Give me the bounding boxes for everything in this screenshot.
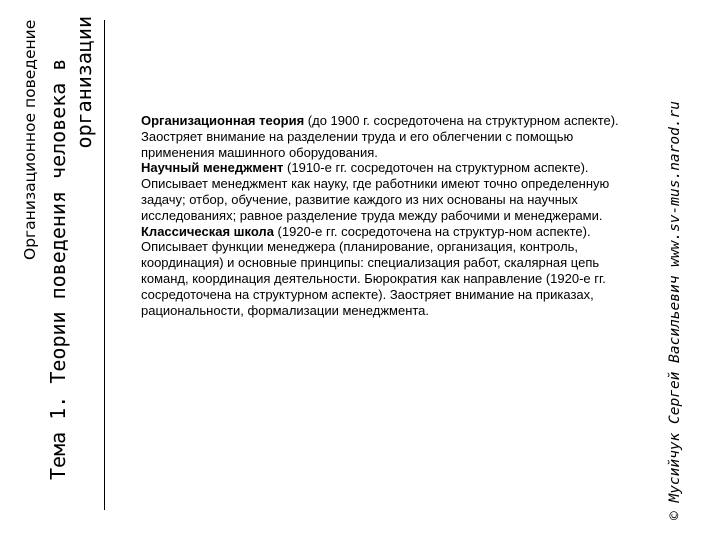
content-body <box>141 113 641 318</box>
paragraph-classical-school <box>141 224 641 319</box>
topic-title <box>45 10 97 480</box>
topic-title-line-1: Тема 1. Теории поведения человека в <box>46 58 70 480</box>
term: Классическая школа <box>141 223 274 239</box>
paragraph-scientific-management <box>141 160 641 223</box>
paragraph-text: (до 1900 г. сосредоточена на структурном аспекте). Заостряет внимание на разделении труда и его облегчении с помощью применения машинного оборудования. <box>141 113 619 160</box>
copyright-footer: © Мусийчук Сергей Васильевич www.sv-mus.narod.ru <box>667 100 683 520</box>
topic-title-line-2: организации <box>72 16 96 149</box>
paragraph-text: (1920-е гг. сосредоточена на структур-ном аспекте). Описывает функции менеджера (планирование, организация, контроль, координация) и основные принципы: специализация работ, скалярная цепь команд, координация деятельности. Бюрократия как направление (1920-е гг. сосредоточена на структурном аспекте). Заостряет внимание на приказах, рациональности, формализации менеджмента. <box>141 223 606 318</box>
vertical-divider <box>104 20 105 510</box>
course-title: Организационное поведение <box>21 19 39 260</box>
paragraph-organizational-theory <box>141 113 641 160</box>
paragraph-text: (1910-е гг. сосредоточен на структурном аспекте). Описывает менеджмент как науку, где работники имеют точно определенную задачу; отбор, обучение, развитие каждого из них основаны на научных исследованиях; равное разделение труда между рабочими и менеджерами. <box>141 160 610 223</box>
term: Научный менеджмент <box>141 160 284 176</box>
term: Организационная теория <box>141 113 305 128</box>
